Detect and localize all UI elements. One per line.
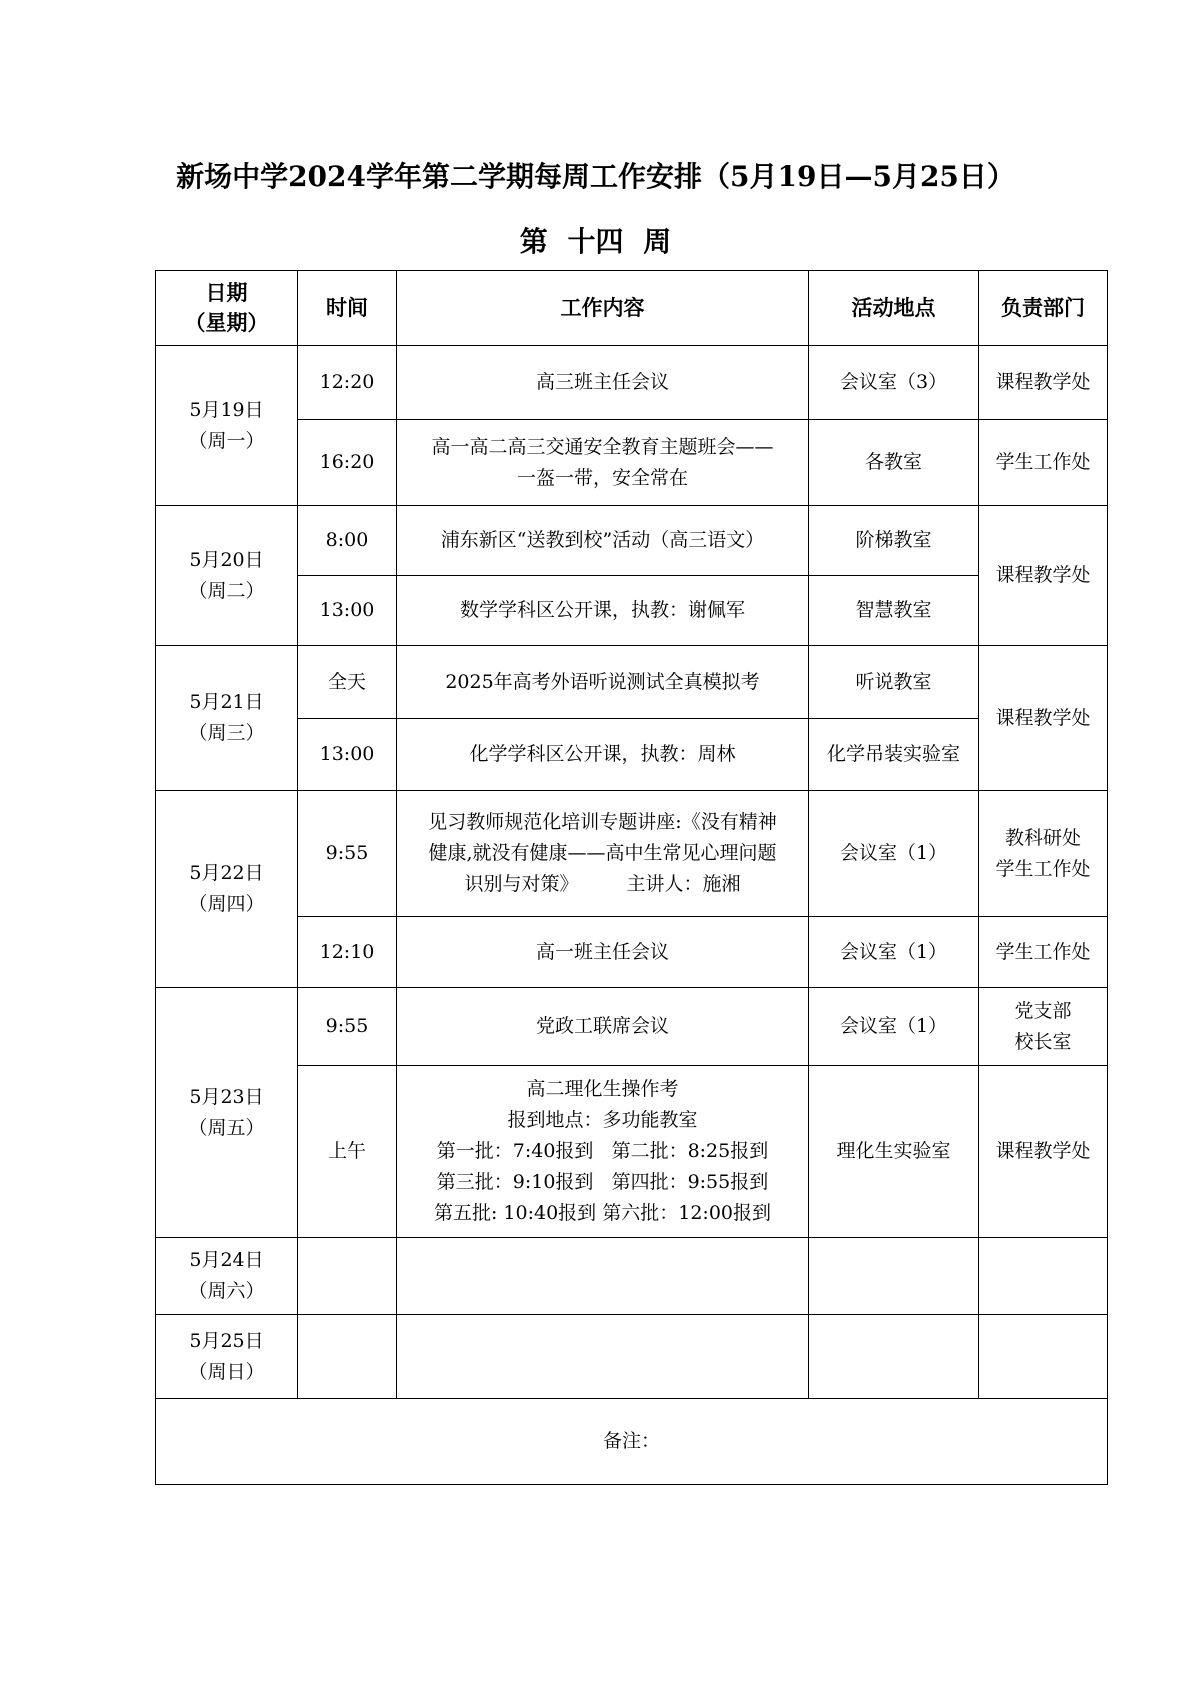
notes-row: [156, 1399, 1108, 1485]
date-cell: 5月24日 （周六）: [156, 1238, 298, 1315]
table-row: [156, 1066, 1108, 1238]
time-cell: [298, 1315, 397, 1399]
header-content: 工作内容: [397, 271, 809, 346]
date-cell: 5月25日 （周日）: [156, 1315, 298, 1399]
notes-label: 备注：: [156, 1399, 1108, 1485]
department-cell: [979, 1315, 1108, 1399]
location-cell: 理化生实验室: [809, 1066, 979, 1238]
table-row: [156, 791, 1108, 917]
location-cell: 智慧教室: [809, 576, 979, 646]
time-cell: 16:20: [298, 420, 397, 506]
date-cell: 5月20日 （周二）: [156, 506, 298, 646]
content-cell: 高一高二高三交通安全教育主题班会—— 一盔一带，安全常在: [397, 420, 809, 506]
table-row: [156, 576, 1108, 646]
content-cell: 浦东新区“送教到校”活动（高三语文）: [397, 506, 809, 576]
header-row: [156, 271, 1108, 346]
location-cell: 会议室（1）: [809, 988, 979, 1066]
date-cell: 5月19日 （周一）: [156, 346, 298, 506]
time-cell: 8:00: [298, 506, 397, 576]
time-cell: 9:55: [298, 791, 397, 917]
location-cell: 会议室（3）: [809, 346, 979, 420]
table-row: [156, 1315, 1108, 1399]
department-cell: 课程教学处: [979, 646, 1108, 791]
content-cell: 高三班主任会议: [397, 346, 809, 420]
department-cell: 党支部 校长室: [979, 988, 1108, 1066]
time-cell: 全天: [298, 646, 397, 719]
content-cell: 数学学科区公开课，执教：谢佩军: [397, 576, 809, 646]
table-row: [156, 988, 1108, 1066]
schedule-table: [155, 270, 1108, 1485]
location-cell: 阶梯教室: [809, 506, 979, 576]
time-cell: [298, 1238, 397, 1315]
header-department: 负责部门: [979, 271, 1108, 346]
location-cell: 会议室（1）: [809, 791, 979, 917]
table-row: [156, 917, 1108, 988]
location-cell: [809, 1238, 979, 1315]
header-location: 活动地点: [809, 271, 979, 346]
location-cell: 化学吊装实验室: [809, 719, 979, 791]
date-cell: 5月21日 （周三）: [156, 646, 298, 791]
time-cell: 上午: [298, 1066, 397, 1238]
department-cell: 学生工作处: [979, 917, 1108, 988]
date-cell: 5月22日 （周四）: [156, 791, 298, 988]
table-row: [156, 646, 1108, 719]
department-cell: 课程教学处: [979, 1066, 1108, 1238]
time-cell: 12:20: [298, 346, 397, 420]
content-cell: 党政工联席会议: [397, 988, 809, 1066]
document-title: 新场中学2024学年第二学期每周工作安排（5月19日—5月25日）: [176, 160, 1015, 193]
time-cell: 9:55: [298, 988, 397, 1066]
location-cell: 听说教室: [809, 646, 979, 719]
content-cell: [397, 1238, 809, 1315]
location-cell: [809, 1315, 979, 1399]
content-cell: 高二理化生操作考 报到地点：多功能教室 第一批：7:40报到 第二批：8:25报到 第三批：9:10报到 第四批：9:55报到 第五批: 10:40报到 第六批：12:00报到: [397, 1066, 809, 1238]
time-cell: 13:00: [298, 576, 397, 646]
header-date: 日期 （星期）: [156, 271, 298, 346]
department-cell: 学生工作处: [979, 420, 1108, 506]
department-cell: [979, 1238, 1108, 1315]
table-row: [156, 506, 1108, 576]
content-cell: 2025年高考外语听说测试全真模拟考: [397, 646, 809, 719]
table-row: [156, 346, 1108, 420]
content-cell: [397, 1315, 809, 1399]
time-cell: 13:00: [298, 719, 397, 791]
content-cell: 高一班主任会议: [397, 917, 809, 988]
content-cell: 见习教师规范化培训专题讲座:《没有精神 健康,就没有健康——高中生常见心理问题 识别与对策》 主讲人：施湘: [397, 791, 809, 917]
header-time: 时间: [298, 271, 397, 346]
location-cell: 各教室: [809, 420, 979, 506]
table-row: [156, 719, 1108, 791]
department-cell: 课程教学处: [979, 506, 1108, 646]
date-cell: 5月23日 （周五）: [156, 988, 298, 1238]
location-cell: 会议室（1）: [809, 917, 979, 988]
department-cell: 课程教学处: [979, 346, 1108, 420]
week-label: 第 十四 周: [519, 225, 672, 258]
department-cell: 教科研处 学生工作处: [979, 791, 1108, 917]
table-row: [156, 420, 1108, 506]
table-row: [156, 1238, 1108, 1315]
content-cell: 化学学科区公开课，执教：周林: [397, 719, 809, 791]
time-cell: 12:10: [298, 917, 397, 988]
